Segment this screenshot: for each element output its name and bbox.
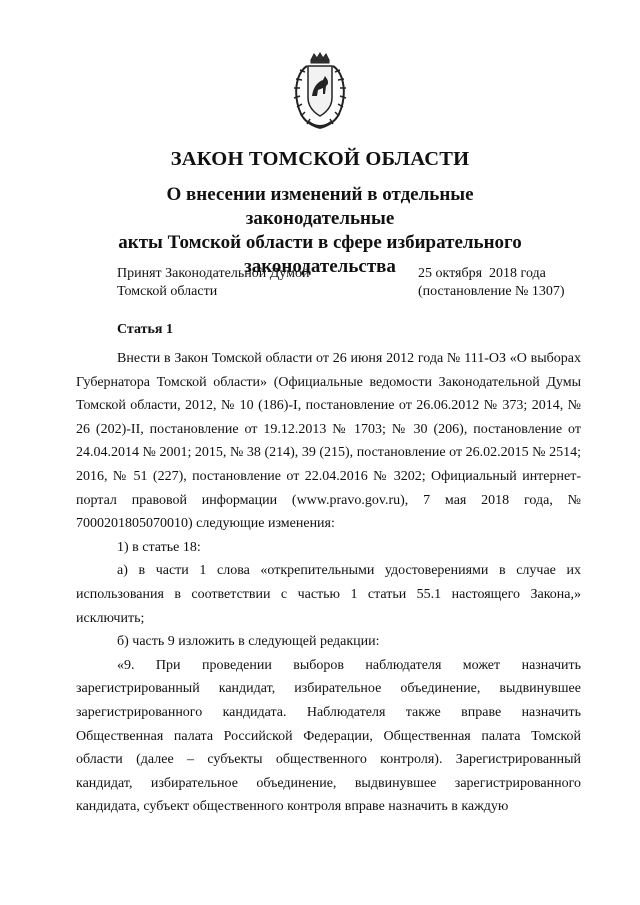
- subject-line: акты Томской области в сфере избирательного: [118, 232, 522, 253]
- paragraph: 1) в статье 18:: [117, 539, 201, 555]
- subject-line: законодательства: [244, 256, 396, 277]
- adopted-by-line: Принят Законодательной Думой: [117, 266, 310, 281]
- paragraph: Внести в Закон Томской области от 26 июня 2012 года № 111-ОЗ «О выборах Губернатора Томской области» (Официальные ведомости Законодательной Думы Томской области, 2012, № 10 (186)-I, постановление от 26.06.2012 № 373; 2014, № 26 (202)-II, постановление от 19.12.2013 № 1703; № 30 (206), постановление от 24.04.2014 № 2001; 2015, № 38 (214), 39 (215), постановление от 26.02.2015 № 2514; 2016, № 51 (227), постановление от 22.04.2016 № 3202; Официальный интернет-портал правовой информации (www.pravo.gov.ru), 7 мая 2018 года, № 7000201805070010) следующие изменения:: [76, 351, 581, 532]
- adoption-date: [418, 265, 565, 301]
- coat-of-arms-graphic: [287, 52, 353, 132]
- paragraph: а) в части 1 слова «открепительными удостоверениями в случае их использования в соответствии с частью 1 статьи 55.1 настоящего Закона,» исключить;: [76, 563, 581, 626]
- article-body: [76, 347, 581, 819]
- article-title: Статья 1: [117, 322, 173, 337]
- law-title: ЗАКОН ТОМСКОЙ ОБЛАСТИ: [170, 148, 470, 170]
- adoption-date-line: 25 октября 2018 года: [418, 266, 546, 281]
- paragraph: «9. При проведении выборов наблюдателя может назначить зарегистрированный кандидат, избирательное объединение, выдвинувшее зарегистрированного кандидата. Наблюдателя также вправе назначить Общественная палата Российской Федерации, Общественная палата Томской области (далее – субъекты общественного контроля). Зарегистрированный кандидат, избирательное объединение, выдвинувшее зарегистрированного кандидата, субъект общественного контроля вправе назначить в каждую: [76, 657, 581, 815]
- paragraph: б) часть 9 изложить в следующей редакции:: [117, 634, 380, 650]
- resolution-number: (постановление № 1307): [418, 284, 565, 299]
- adopted-by: [117, 265, 309, 301]
- adopted-by-line: Томской области: [117, 284, 218, 299]
- coat-of-arms-icon: [287, 52, 353, 132]
- subject-line: О внесении изменений в отдельные законодательные: [166, 184, 474, 229]
